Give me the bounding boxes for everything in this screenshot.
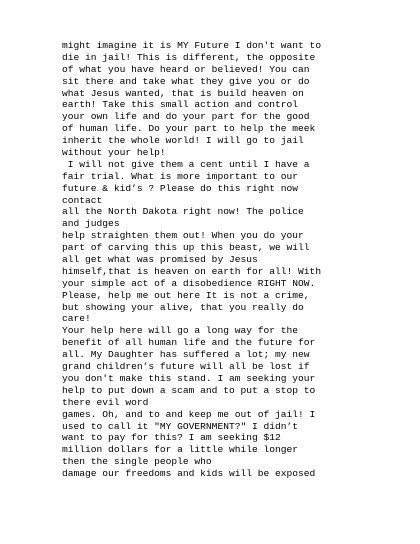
text-line: million dollars for a little while longer bbox=[62, 444, 299, 456]
text-line: grand children’s future will all be lost if bbox=[62, 361, 310, 373]
text-line: himself,that is heaven on earth for all! With bbox=[62, 265, 322, 277]
text-line: die in jail! This is different, the opposite bbox=[62, 51, 316, 63]
text-line: you don't make this stand. I am seeking your bbox=[62, 372, 316, 384]
text-line: damage our freedoms and kids will be exposed bbox=[62, 468, 316, 480]
text-line: Please, help me out here It is not a crime, bbox=[62, 289, 310, 301]
text-line: of human life. Do your part to help the meek bbox=[62, 123, 316, 135]
text-line: earth! Take this small action and control bbox=[62, 99, 299, 111]
text-line: there evil word bbox=[62, 396, 149, 408]
text-line: but showing your alive, that you really do bbox=[62, 301, 304, 313]
body-text bbox=[62, 40, 362, 480]
text-line: future & kid’s ? Please do this right now bbox=[62, 182, 299, 194]
text-line: inherit the whole world! I will go to jail bbox=[62, 135, 304, 147]
text-line: all get what was promised by Jesus bbox=[62, 254, 258, 266]
text-line: help to put down a scam and to put a stop to bbox=[62, 384, 316, 396]
text-line: contact bbox=[62, 194, 103, 206]
text-line: Your help here will go a long way for the bbox=[62, 325, 299, 337]
text-line: without your help! bbox=[62, 147, 166, 159]
text-line: part of carving this up this beast, we will bbox=[62, 242, 310, 254]
text-line: fair trial. What is more important to our bbox=[62, 170, 299, 182]
text-line: what Jesus wanted, that is build heaven on bbox=[62, 87, 304, 99]
text-line: your own life and do your part for the good bbox=[62, 111, 310, 123]
text-line: your simple act of a disobedience RIGHT NOW. bbox=[62, 277, 316, 289]
text-line: used to call it "MY GOVERNMENT?" I didn’t bbox=[62, 420, 299, 432]
text-line: all. My Daughter has suffered a lot; my new bbox=[62, 349, 310, 361]
text-line: care! bbox=[62, 313, 91, 325]
text-line: then the single people who bbox=[62, 456, 212, 468]
text-line: and judges bbox=[62, 218, 120, 230]
text-line: of what you have heard or believed! You can bbox=[62, 63, 310, 75]
text-line: games. Oh, and to and keep me out of jail! I bbox=[62, 408, 316, 420]
text-line: help straighten them out! When you do your bbox=[62, 230, 304, 242]
text-line: might imagine it is MY Future I don't want to bbox=[62, 40, 322, 51]
text-line: sit there and take what they give you or do bbox=[62, 75, 310, 87]
text-line: all the North Dakota right now! The police bbox=[62, 206, 304, 218]
text-line: benefit of all human life and the future for bbox=[62, 337, 316, 349]
text-line: I will not give them a cent until I have a bbox=[62, 158, 310, 170]
text-line: want to pay for this? I am seeking $12 bbox=[62, 432, 281, 444]
